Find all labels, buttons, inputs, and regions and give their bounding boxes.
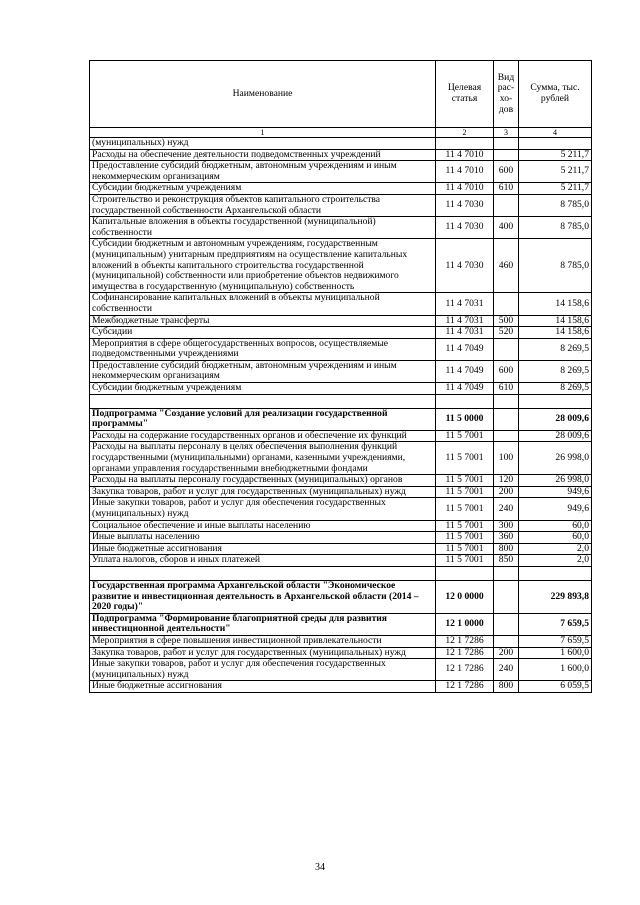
row-name-cell: Иные закупки товаров, работ и услуг для обеспечения государственных (муниципальных) нужд: [90, 659, 436, 681]
row-name-cell: Межбюджетные трансферты: [90, 315, 436, 327]
table-row: [90, 338, 592, 360]
table-row: [90, 383, 592, 395]
row-name-cell: Подпрограмма "Создание условий для реализации государственной программы": [90, 408, 436, 430]
row-name-cell: Социальное обеспечение и иные выплаты населению: [90, 520, 436, 532]
header-col-number-1: 1: [90, 128, 436, 138]
row-sum-cell: [519, 566, 592, 580]
table-row: [90, 580, 592, 613]
row-sum-cell: 14 158,6: [519, 315, 592, 327]
row-name-cell: Субсидии бюджетным учреждениям: [90, 383, 436, 395]
row-name-cell: Строительство и реконструкция объектов капитального строительства государственной собственности Архангельской области: [90, 194, 436, 216]
row-type-cell: [494, 566, 519, 580]
row-type-cell: 360: [494, 532, 519, 544]
row-code-cell: 11 5 7001: [436, 475, 494, 487]
table-row: [90, 635, 592, 647]
row-type-cell: 800: [494, 681, 519, 693]
row-name-cell: Государственная программа Архангельской области "Экономическое развитие и инвестиционная деятельность в Архангельской области (2014 – 2020 годы)": [90, 580, 436, 613]
row-code-cell: [436, 394, 494, 408]
row-sum-cell: [519, 394, 592, 408]
row-sum-cell: 5 211,7: [519, 161, 592, 183]
row-type-cell: [494, 194, 519, 216]
row-sum-cell: 229 893,8: [519, 580, 592, 613]
row-type-cell: 200: [494, 486, 519, 498]
row-sum-cell: 7 659,5: [519, 635, 592, 647]
row-type-cell: [494, 138, 519, 150]
row-name-cell: Расходы на выплаты персоналу в целях обеспечения выполнения функций государственными (муниципальными) органами, казенными учреждениями, органами управления государственными внебюджетными фондами: [90, 442, 436, 475]
row-name-cell: Субсидии: [90, 327, 436, 339]
row-sum-cell: 5 211,7: [519, 183, 592, 195]
row-name-cell: Расходы на обеспечение деятельности подведомственных учреждений: [90, 149, 436, 161]
row-sum-cell: 949,6: [519, 486, 592, 498]
row-name-cell: Иные закупки товаров, работ и услуг для обеспечения государственных (муниципальных) нужд: [90, 498, 436, 520]
row-type-cell: [494, 430, 519, 442]
header-sum: Сумма, тыс. рублей: [519, 61, 592, 128]
row-type-cell: 610: [494, 383, 519, 395]
row-sum-cell: 8 785,0: [519, 217, 592, 239]
spacer-row: [90, 394, 592, 408]
table-row: [90, 327, 592, 339]
row-type-cell: [494, 408, 519, 430]
row-name-cell: Капитальные вложения в объекты государственной (муниципальной) собственности: [90, 217, 436, 239]
row-type-cell: 300: [494, 520, 519, 532]
row-type-cell: 240: [494, 498, 519, 520]
row-name-cell: Закупка товаров, работ и услуг для государственных (муниципальных) нужд: [90, 486, 436, 498]
row-type-cell: 610: [494, 183, 519, 195]
header-name: Наименование: [90, 61, 436, 128]
row-name-cell: Мероприятия в сфере повышения инвестиционной привлекательности: [90, 635, 436, 647]
row-sum-cell: 60,0: [519, 520, 592, 532]
row-code-cell: 11 5 7001: [436, 543, 494, 555]
budget-table-sheet: [89, 60, 591, 693]
table-row: [90, 194, 592, 216]
row-type-cell: [494, 338, 519, 360]
row-sum-cell: 28 009,6: [519, 430, 592, 442]
table-row: [90, 239, 592, 293]
row-name-cell: Иные бюджетные ассигнования: [90, 543, 436, 555]
row-code-cell: 11 4 7049: [436, 360, 494, 382]
row-name-cell: Расходы на содержание государственных органов и обеспечение их функций: [90, 430, 436, 442]
row-type-cell: 400: [494, 217, 519, 239]
row-sum-cell: 28 009,6: [519, 408, 592, 430]
row-name-cell: Предоставление субсидий бюджетным, автономным учреждениям и иным некоммерческим организациям: [90, 161, 436, 183]
table-body: [90, 138, 592, 693]
table-row: [90, 498, 592, 520]
table-row: [90, 532, 592, 544]
table-row: [90, 430, 592, 442]
table-row: [90, 161, 592, 183]
header-col-number-3: 3: [494, 128, 519, 138]
row-sum-cell: 2,0: [519, 555, 592, 567]
header-col-number-4: 4: [519, 128, 592, 138]
table-row: [90, 360, 592, 382]
row-name-cell: Субсидии бюджетным и автономным учреждениям, государственным (муниципальным) унитарным предприятиям на осуществление капитальных вложений в объекты капитального строительства государственной (муниципальной) собственности или приобретение объектов недвижимого имущества в государственную (муниципальную) собственность: [90, 239, 436, 293]
row-sum-cell: 1 600,0: [519, 659, 592, 681]
row-sum-cell: 949,6: [519, 498, 592, 520]
row-type-cell: [494, 580, 519, 613]
row-type-cell: 460: [494, 239, 519, 293]
row-code-cell: [436, 566, 494, 580]
row-code-cell: 11 4 7031: [436, 293, 494, 315]
row-name-cell: Иные бюджетные ассигнования: [90, 681, 436, 693]
row-code-cell: 11 5 7001: [436, 520, 494, 532]
table-row: [90, 408, 592, 430]
row-sum-cell: 7 659,5: [519, 613, 592, 635]
row-sum-cell: 6 059,5: [519, 681, 592, 693]
row-type-cell: 100: [494, 442, 519, 475]
row-code-cell: 11 4 7010: [436, 183, 494, 195]
header-col-number-2: 2: [436, 128, 494, 138]
row-sum-cell: 2,0: [519, 543, 592, 555]
row-code-cell: 11 4 7030: [436, 194, 494, 216]
row-code-cell: 11 4 7010: [436, 149, 494, 161]
row-type-cell: [494, 293, 519, 315]
row-code-cell: 11 5 7001: [436, 486, 494, 498]
row-sum-cell: 26 998,0: [519, 475, 592, 487]
row-sum-cell: 60,0: [519, 532, 592, 544]
table-row: [90, 138, 592, 150]
row-sum-cell: 8 785,0: [519, 194, 592, 216]
row-name-cell: Софинансирование капитальных вложений в объекты муниципальной собственности: [90, 293, 436, 315]
row-type-cell: 240: [494, 659, 519, 681]
row-type-cell: [494, 613, 519, 635]
table-row: [90, 681, 592, 693]
row-code-cell: 11 4 7049: [436, 383, 494, 395]
row-code-cell: 11 4 7030: [436, 217, 494, 239]
row-name-cell: Подпрограмма "Формирование благоприятной среды для развития инвестиционной деятельности": [90, 613, 436, 635]
row-name-cell: Иные выплаты населению: [90, 532, 436, 544]
budget-table: [89, 60, 592, 693]
row-code-cell: 11 5 7001: [436, 430, 494, 442]
row-type-cell: 120: [494, 475, 519, 487]
row-sum-cell: 8 785,0: [519, 239, 592, 293]
row-type-cell: [494, 149, 519, 161]
header-type: Вид рас- хо- дов: [494, 61, 519, 128]
table-row: [90, 442, 592, 475]
row-type-cell: [494, 635, 519, 647]
row-sum-cell: 8 269,5: [519, 383, 592, 395]
row-name-cell: Субсидии бюджетным учреждениям: [90, 183, 436, 195]
row-name-cell: Расходы на выплаты персоналу государственных (муниципальных) органов: [90, 475, 436, 487]
row-type-cell: 850: [494, 555, 519, 567]
row-code-cell: 12 1 7286: [436, 647, 494, 659]
table-row: [90, 486, 592, 498]
spacer-row: [90, 566, 592, 580]
row-code-cell: 11 5 7001: [436, 442, 494, 475]
row-code-cell: 11 5 0000: [436, 408, 494, 430]
table-row: [90, 613, 592, 635]
row-code-cell: 12 1 7286: [436, 635, 494, 647]
row-code-cell: [436, 138, 494, 150]
page-number: 34: [315, 862, 325, 873]
table-row: [90, 315, 592, 327]
row-type-cell: 500: [494, 315, 519, 327]
row-sum-cell: 26 998,0: [519, 442, 592, 475]
row-sum-cell: 5 211,7: [519, 149, 592, 161]
table-row: [90, 149, 592, 161]
row-code-cell: 11 4 7031: [436, 327, 494, 339]
row-code-cell: 11 4 7030: [436, 239, 494, 293]
table-header: [90, 61, 592, 138]
row-type-cell: 200: [494, 647, 519, 659]
row-type-cell: [494, 394, 519, 408]
row-sum-cell: [519, 138, 592, 150]
table-row: [90, 520, 592, 532]
row-name-cell: Мероприятия в сфере общегосударственных вопросов, осуществляемые подведомственными учреждениями: [90, 338, 436, 360]
row-code-cell: 12 1 7286: [436, 681, 494, 693]
table-row: [90, 659, 592, 681]
table-row: [90, 217, 592, 239]
row-sum-cell: 8 269,5: [519, 338, 592, 360]
row-code-cell: 11 5 7001: [436, 498, 494, 520]
row-type-cell: 600: [494, 161, 519, 183]
row-name-cell: Уплата налогов, сборов и иных платежей: [90, 555, 436, 567]
row-type-cell: 600: [494, 360, 519, 382]
row-name-cell: Закупка товаров, работ и услуг для государственных (муниципальных) нужд: [90, 647, 436, 659]
row-name-cell: [90, 394, 436, 408]
row-code-cell: 11 4 7049: [436, 338, 494, 360]
table-row: [90, 183, 592, 195]
row-code-cell: 12 1 0000: [436, 613, 494, 635]
row-name-cell: Предоставление субсидий бюджетным, автономным учреждениям и иным некоммерческим организациям: [90, 360, 436, 382]
row-code-cell: 11 5 7001: [436, 555, 494, 567]
row-sum-cell: 14 158,6: [519, 293, 592, 315]
row-sum-cell: 1 600,0: [519, 647, 592, 659]
row-code-cell: 11 4 7031: [436, 315, 494, 327]
table-row: [90, 475, 592, 487]
row-sum-cell: 14 158,6: [519, 327, 592, 339]
row-name-cell: (муниципальных) нужд: [90, 138, 436, 150]
table-row: [90, 543, 592, 555]
row-code-cell: 12 0 0000: [436, 580, 494, 613]
row-code-cell: 12 1 7286: [436, 659, 494, 681]
row-sum-cell: 8 269,5: [519, 360, 592, 382]
table-row: [90, 647, 592, 659]
header-code: Целевая статья: [436, 61, 494, 128]
table-row: [90, 555, 592, 567]
row-code-cell: 11 5 7001: [436, 532, 494, 544]
table-row: [90, 293, 592, 315]
row-name-cell: [90, 566, 436, 580]
row-type-cell: 800: [494, 543, 519, 555]
row-type-cell: 520: [494, 327, 519, 339]
row-code-cell: 11 4 7010: [436, 161, 494, 183]
